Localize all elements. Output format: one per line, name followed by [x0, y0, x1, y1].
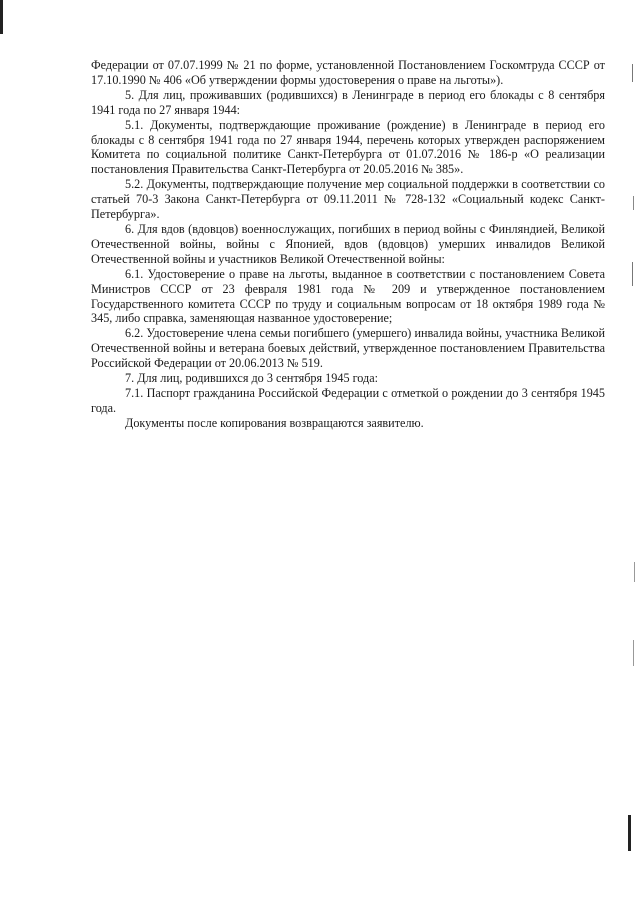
scan-edge-mark-right-1 — [632, 64, 633, 82]
paragraph-item-7-1: 7.1. Паспорт гражданина Российской Федерации с отметкой о рождении до 3 сентября 1945 года. — [91, 385, 605, 415]
scan-edge-mark-right-4 — [634, 562, 635, 582]
scan-edge-mark-right-2 — [633, 196, 634, 210]
scan-edge-mark-right-3 — [632, 262, 633, 286]
paragraph-item-7: 7. Для лиц, родившихся до 3 сентября 1945 года: — [125, 371, 379, 386]
paragraph-item-5-1: 5.1. Документы, подтверждающие проживание (рождение) в Ленинграде в период его блокады с 8 сентября 1941 года по 27 января 1944, перечень которых утвержден распоряжением Комитета по социальной политике Санкт-Петербурга от 01.07.2016 № 186-р «О реализации постановления Правительства Санкт-Петербурга от 20.05.2016 № 385». — [91, 117, 605, 177]
paragraph-item-6-2: 6.2. Удостоверение члена семьи погибшего (умершего) инвалида войны, участника Великой Отечественной войны и ветерана боевых действий, утвержденное постановлением Правительства Российской Федерации от 20.06.2013 № 519. — [91, 326, 605, 371]
paragraph-item-5-2: 5.2. Документы, подтверждающие получение мер социальной поддержки в соответствии со статьей 70-3 Закона Санкт-Петербурга от 09.11.2011 № 728-132 «Социальный кодекс Санкт-Петербурга». — [91, 177, 605, 222]
scan-edge-mark-bottom-right — [628, 815, 631, 851]
paragraph-item-6: 6. Для вдов (вдовцов) военнослужащих, погибших в период войны с Финляндией, Великой Отечественной войны, войны с Японией, вдов (вдовцов) умерших инвалидов Великой Отечественной войны и участников Великой Отечественной войны: — [91, 221, 605, 266]
paragraph-item-5: 5. Для лиц, проживавших (родившихся) в Ленинграде в период его блокады с 8 сентября 1941 года по 27 января 1944: — [91, 87, 605, 117]
paragraph-continuation: Федерации от 07.07.1999 № 21 по форме, установленной Постановлением Госкомтруда СССР от 17.10.1990 № 406 «Об утверждении формы удостоверения о праве на льготы»). — [91, 58, 605, 87]
scan-edge-mark-right-5 — [633, 640, 634, 666]
document-body — [91, 58, 605, 431]
paragraph-closing-note: Документы после копирования возвращаются заявителю. — [125, 415, 424, 430]
scan-edge-mark-top-left — [0, 0, 3, 34]
paragraph-item-6-1: 6.1. Удостоверение о праве на льготы, выданное в соответствии с постановлением Совета Министров СССР от 23 февраля 1981 года № 209 и утвержденное постановлением Государственного комитета СССР по труду и социальным вопросам от 18 октября 1989 года № 345, либо справка, заменяющая названное удостоверение; — [91, 266, 605, 326]
